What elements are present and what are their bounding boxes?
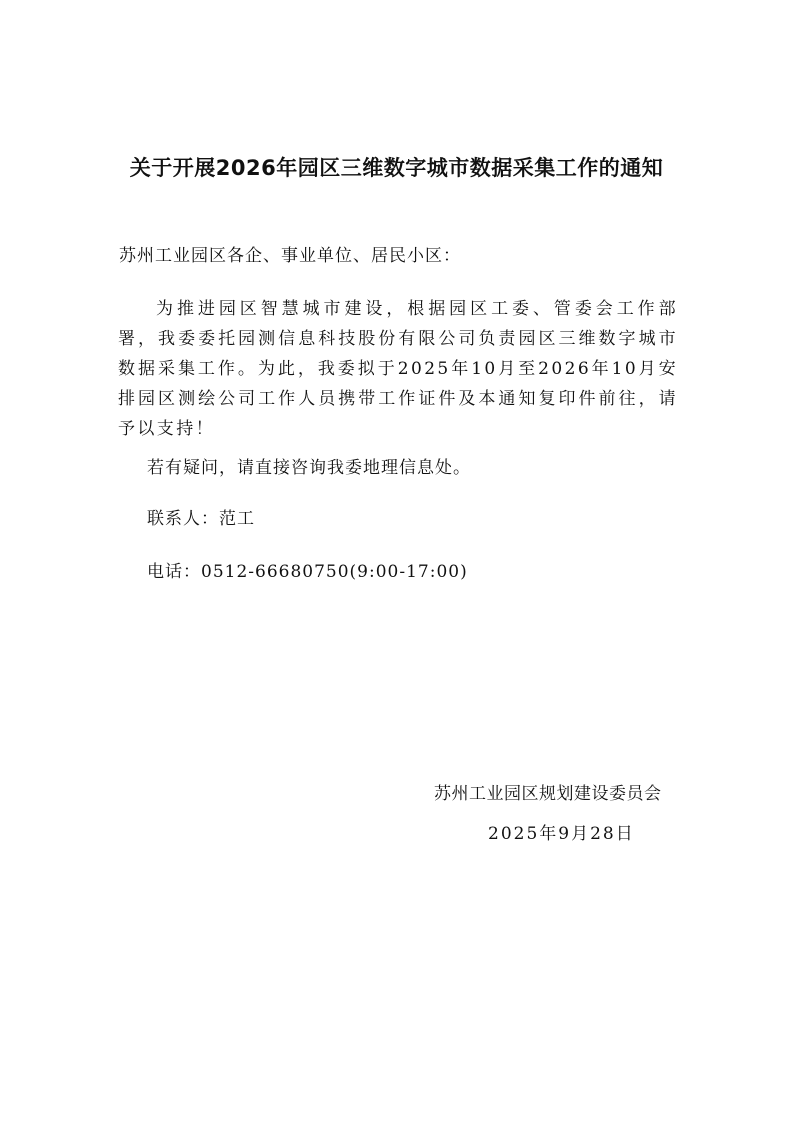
signature-date: 2025年9月28日 xyxy=(488,824,635,844)
body-paragraph: 为推进园区智慧城市建设，根据园区工委、管委会工作部署，我委委托园测信息科技股份有限公司负责园区三维数字城市数据采集工作。为此，我委拟于2025年10月至2026年10月安排园区测绘公司工作人员携带工作证件及本通知复印件前往，请予以支持！ xyxy=(118,299,678,439)
contact-phone: 电话：0512-66680750(9:00-17:00) xyxy=(147,562,468,582)
inquiry-line: 若有疑问，请直接咨询我委地理信息处。 xyxy=(147,458,471,478)
contact-person: 联系人：范工 xyxy=(147,509,255,529)
signature-organization: 苏州工业园区规划建设委员会 xyxy=(434,784,662,804)
notice-title: 关于开展2026年园区三维数字城市数据采集工作的通知 xyxy=(129,156,664,180)
salutation: 苏州工业园区各企、事业单位、居民小区： xyxy=(119,246,461,266)
